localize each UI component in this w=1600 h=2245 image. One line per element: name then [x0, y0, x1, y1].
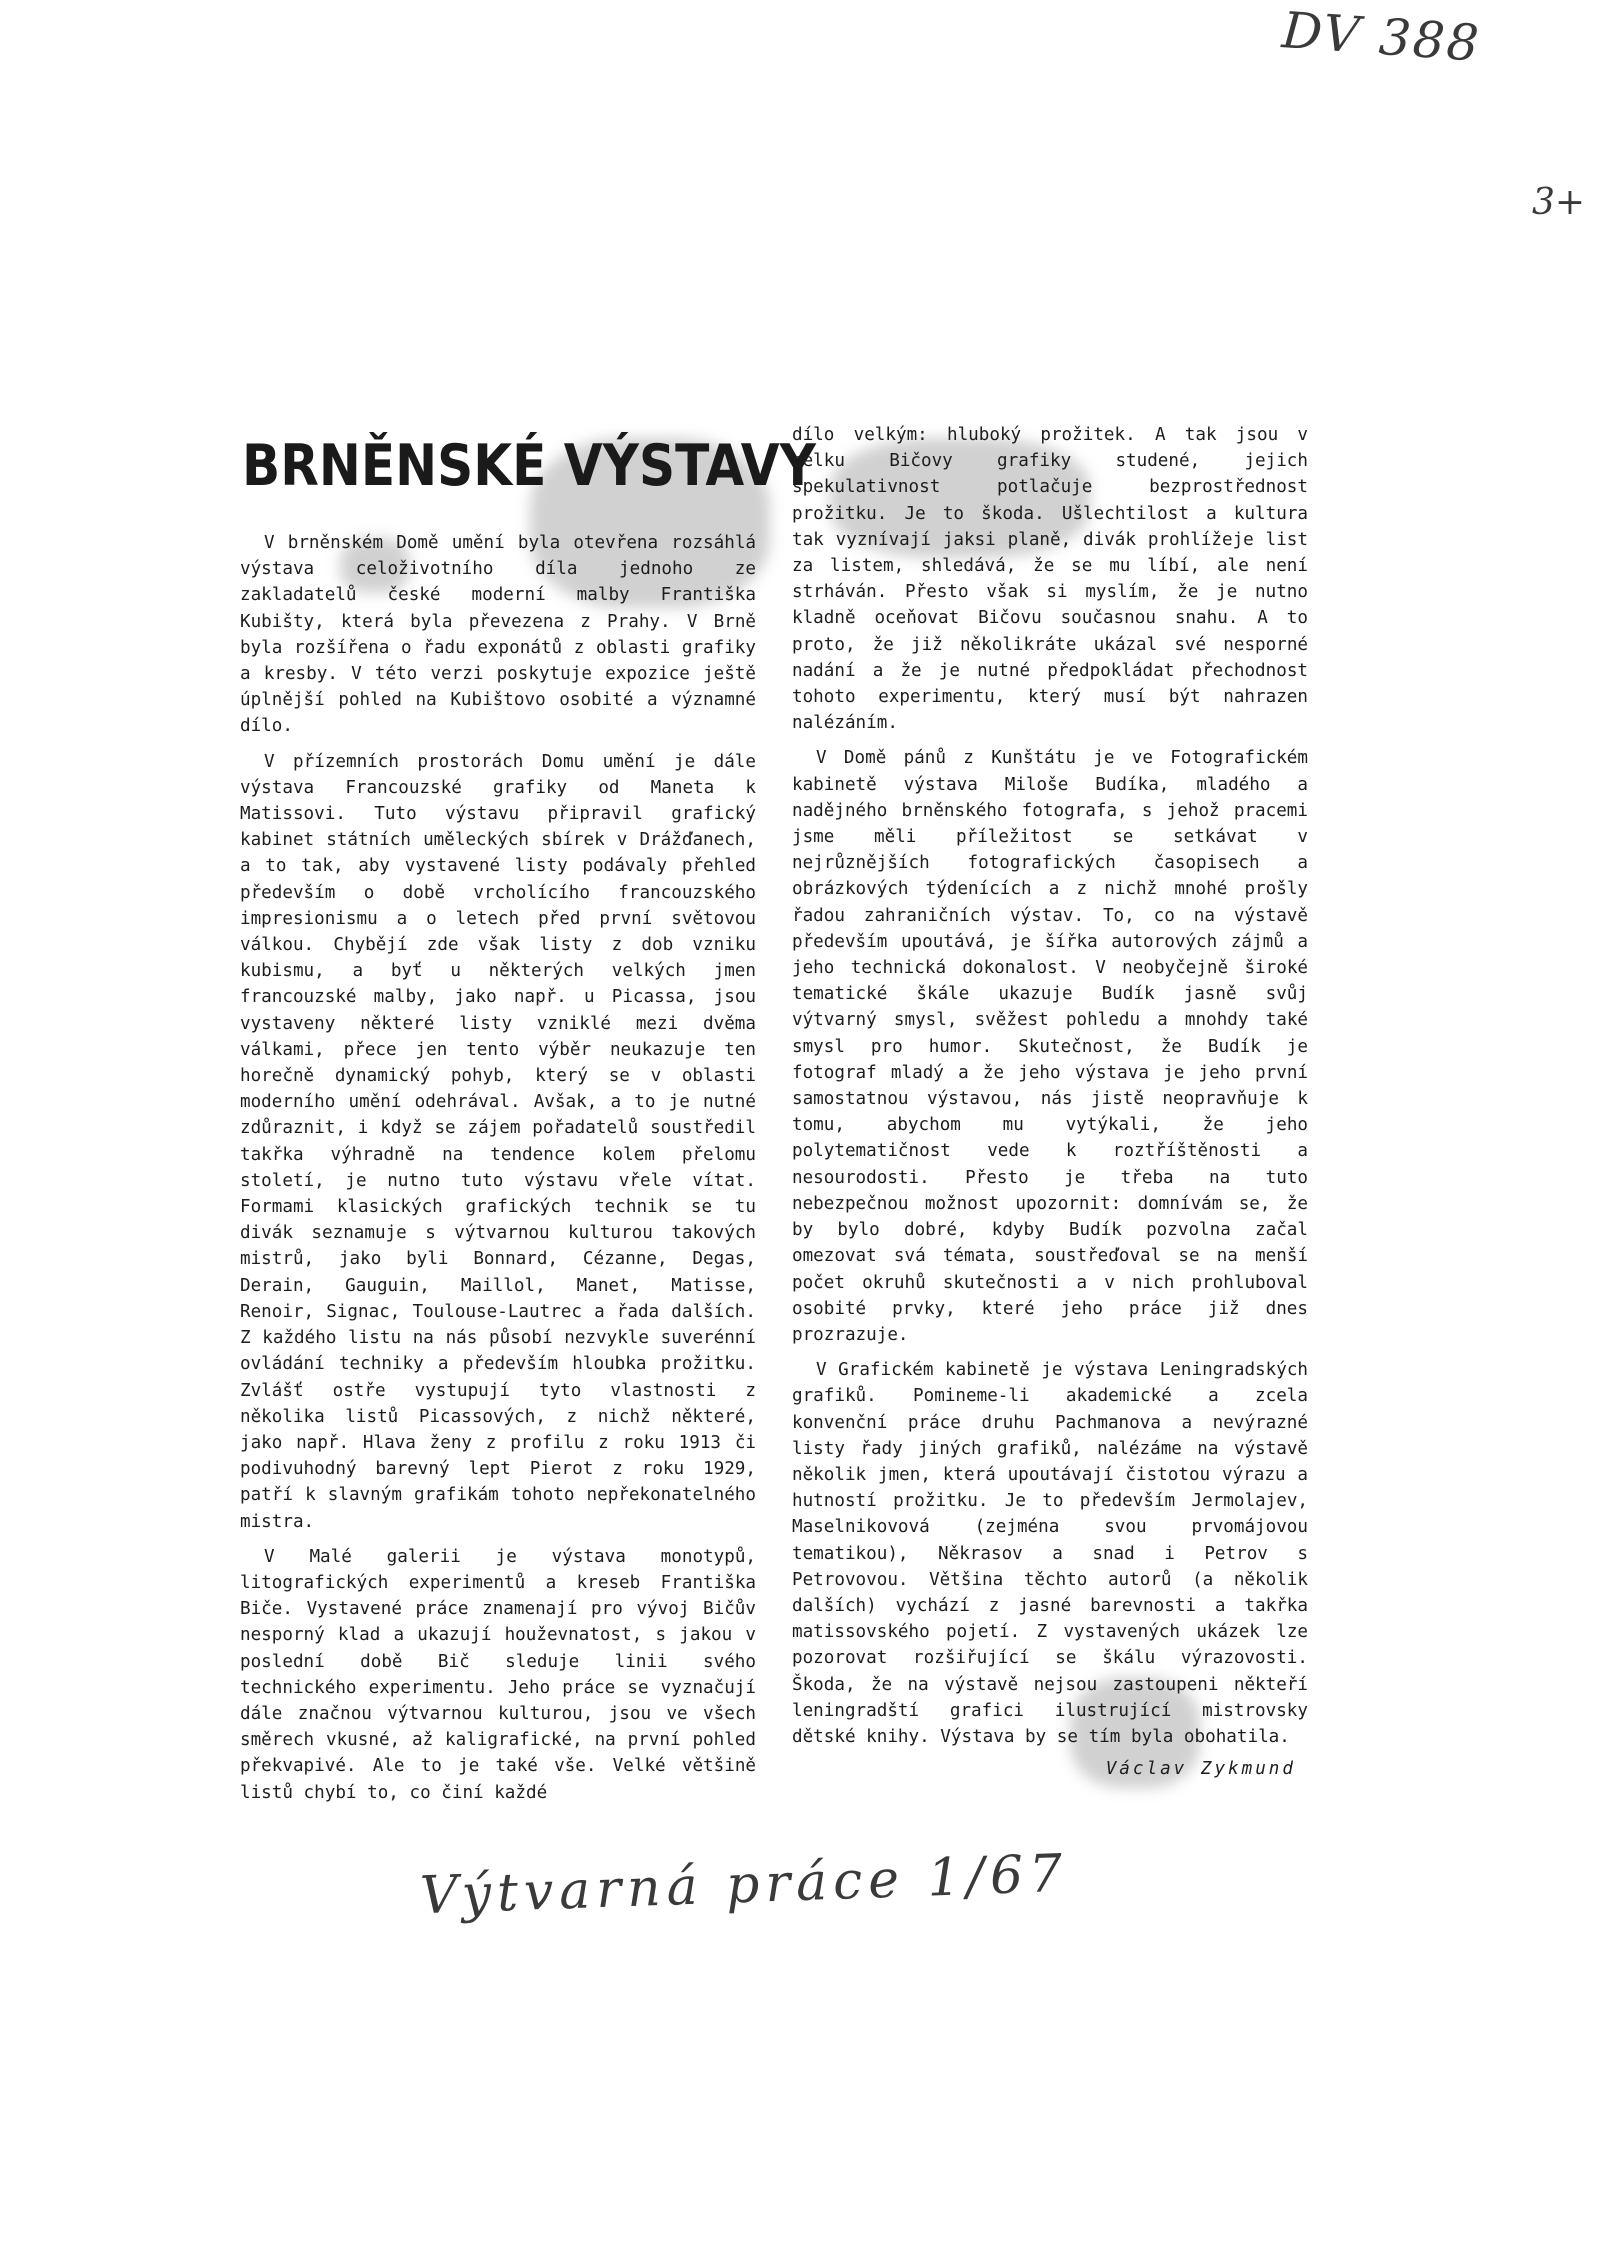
source-note-handwriting: Výtvarná práce 1/67: [419, 1843, 1070, 1927]
newspaper-clipping: [240, 418, 1308, 1818]
paragraph: V brněnském Domě umění byla otevřena rozsáhlá výstava celoživotního díla jednoho ze zakladatelů české moderní malby Františka Kubišty, která byla převezena z Prahy. V Brně byla rozšířena o řadu exponátů z oblasti grafiky a kresby. V této verzi poskytuje expozice ještě úplnější pohled na Kubištovo osobité a významné dílo.: [240, 533, 756, 737]
paragraph: dílo velkým: hluboký prožitek. A tak jsou v celku Bičovy grafiky studené, jejich spekulativnost potlačuje bezprostřednost prožitku. Je to škoda. Ušlechtilost a kultura tak vyznívají jaksi planě, divák prohlížeje list za listem, shledává, že se mu líbí, ale není strháván. Přesto však si myslím, že je nutno kladně oceňovat Bičovu současnou snahu. A to proto, že již několikráte ukázal své nesporné nadání a že je nutné předpokládat přechodnost tohoto experimentu, který musí být nahrazen nalézáním.: [792, 425, 1308, 734]
author-signature: Václav Zykmund: [1105, 1759, 1296, 1780]
article-headline: BRNĚNSKÉ VÝSTAVY: [242, 433, 816, 499]
paragraph: V Malé galerii je výstava monotypů, litografických experimentů a kreseb Františka Biče. Vystavené práce znamenají pro vývoj Bičův nesporný klad a ukazují houževnatost, s jakou v poslední době Bič sleduje linii svého technického experimentu. Jeho práce se vyznačují dále značnou výtvarnou kulturou, jsou ve všech směrech vkusné, až kaligrafické, na první pohled překvapivé. Ale to je také vše. Velké většině listů chybí to, co činí každé: [240, 1546, 756, 1803]
paragraph: V přízemních prostorách Domu umění je dále výstava Francouzské grafiky od Maneta k Matissovi. Tuto výstavu připravil grafický kabinet státních uměleckých sbírek v Drážďanech, a to tak, aby vystavené listy podávaly přehled především o době vrcholícího francouzského impresionismu a o letech před první světovou válkou. Chybějí zde však listy z dob vzniku kubismu, a byť u některých velkých jmen francouzské malby, jako např. u Picassa, jsou vystaveny některé listy vzniklé mezi dvěma válkami, přece jen tento výběr neukazuje ten horečně dynamický pohyb, který se v oblasti moderního umění odehrával. Avšak, a to je nutné zdůraznit, i když se zájem pořadatelů soustředil takřka výhradně na tendence kolem přelomu století, je nutno tuto výstavu vřele vítat. Formami klasických grafických technik se tu divák seznamuje s výtvarnou kulturou takových mistrů, jako byli Bonnard, Cézanne, Degas, Derain, Gauguin, Maillol, Manet, Matisse, Renoir, Signac, Toulouse-Lautrec a řada dalších. Z každého listu na nás působí nezvykle suverénní ovládání techniky a především hloubka prožitku. Zvlášť ostře vystupují tyto vlastnosti z několika listů Picassových, z nichž některé, jako např. Hlava ženy z profilu z roku 1913 či podivuhodný barevný lept Pierot z roku 1929, patří k slavným grafikám tohoto nepřekonatelného mistra.: [240, 751, 756, 1532]
corner-mark-handwriting: 3+: [1532, 182, 1586, 223]
paragraph: V Domě pánů z Kunštátu je ve Fotografickém kabinetě výstava Miloše Budíka, mladého a nadějného brněnského fotografa, s jehož pracemi jsme měli příležitost se setkávat v nejrůznějších fotografických časopisech a obrázkových týdenících a z nichž mnohé prošly řadou zahraničních výstav. To, co na výstavě především upoutává, je šířka autorových zájmů a jeho technická dokonalost. V neobyčejně široké tematické škále ukazuje Budík jasně svůj výtvarný smysl, svěžest pohledu a mnohdy také smysl pro humor. Skutečnost, že Budík je fotograf mladý a že jeho výstava je jeho první samostatnou výstavou, nás jistě neopravňuje k tomu, abychom mu vytýkali, že jeho polytematičnost vede k roztříštěnosti a nesourodosti. Přesto je třeba na tuto nebezpečnou možnost upozornit: domnívám se, že by bylo dobré, kdyby Budík pozvolna začal omezovat svá témata, soustřeďoval se na menší počet okruhů skutečnosti a v nich prohluboval osobité prvky, které jeho práce již dnes prozrazuje.: [792, 748, 1308, 1345]
right-column: [792, 422, 1308, 1782]
paragraph: V Grafickém kabinetě je výstava Leningradských grafiků. Pomineme-li akademické a zcela konvenční práce druhu Pachmanova a nevýrazné listy řady jiných grafiků, nalézáme na výstavě několik jmen, která upoutávají čistotou výrazu a hutností prožitku. Je to především Jermolajev, Maselnikovová (zejména svou prvomájovou tematikou), Někrasov a snad i Petrov s Petrovovou. Většina těchto autorů (a několik dalších) vychází z jasné barevnosti a takřka matissovského pojetí. Z vystavených ukázek lze pozorovat rozšiřující se škálu výrazovosti. Škoda, že na výstavě nejsou zastoupeni někteří leningradští grafici ilustrující mistrovsky dětské knihy. Výstava by se tím byla obohatila.: [792, 1360, 1308, 1747]
left-column: [240, 530, 756, 1806]
archive-code-handwriting: DV 388: [1280, 1, 1483, 73]
